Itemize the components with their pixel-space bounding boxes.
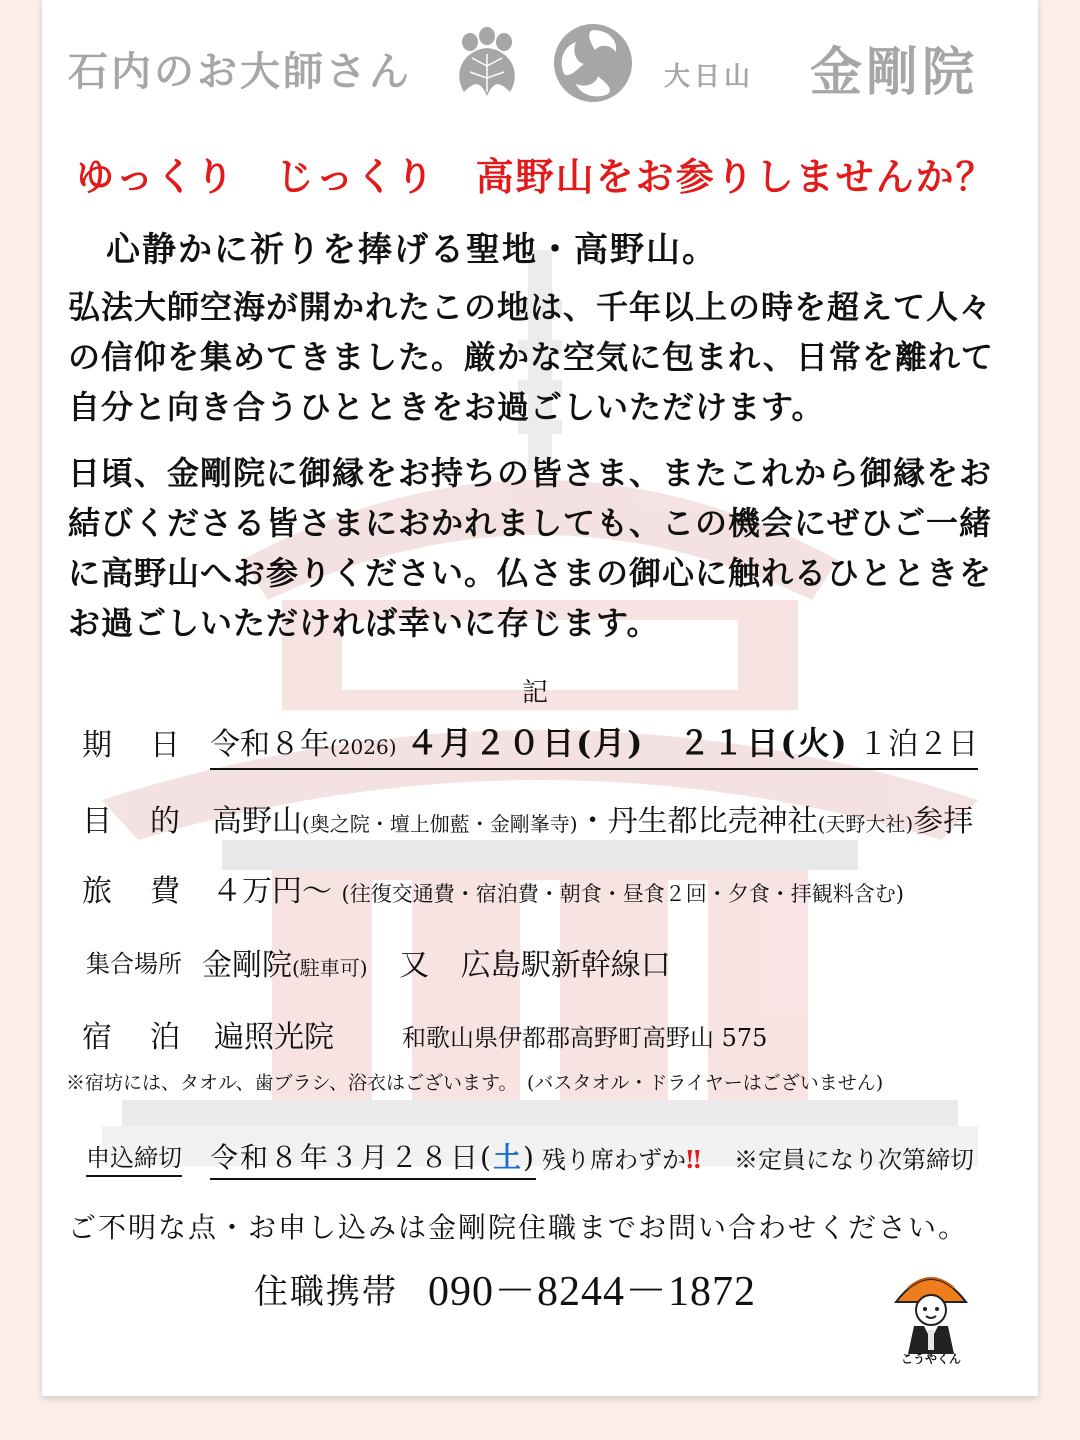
date-year: (2026) [330,735,397,759]
mascot-name: こうやくん [900,1352,961,1366]
temple-brand-text: 石内のお大師さん [68,48,412,95]
invitation-paragraph: 日頃、金剛院に御縁をお持ちの皆さま、またこれから御縁をお結びくださる皆さまにおかれましても、この機会にぜひご一緒に高野山へお参りください。仏さまの御心に触れるひとときをお過ごしいただければ幸いに存じます。 [68,454,993,642]
headline: ゆっくり じっくり 高野山をお参りしませんか？ [76,154,996,199]
meeting-place1: 金剛院 [202,948,292,983]
stay-address: 和歌山県伊都郡高野町高野山 575 [402,1024,768,1052]
purpose-sub2: (天野大社) [817,812,914,836]
meeting-parking: (駐車可) [292,956,368,980]
record-heading: 記 [522,678,549,708]
deadline-date-suffix: ) [522,1141,536,1174]
phone-number[interactable]: 090－8244－1872 [428,1269,757,1315]
flyer-sheet [42,0,1038,1396]
fee-value [212,866,904,910]
stay-name: 遍照光院 [214,1020,334,1055]
fee-label: 旅 費 [82,874,184,909]
date-value [210,718,978,770]
deadline-date [210,1136,536,1180]
purpose-sub1: (奥之院・壇上伽藍・金剛峯寺) [302,812,578,836]
intro-paragraph: 弘法大師空海が開かれたこの地は、千年以上の時を超えて人々の信仰を集めてきました。厳かな空気に包まれ、日常を離れて自分と向き合うひとときをお過ごしいただけます。 [68,288,994,426]
mountain-name: 大日山 [664,62,755,92]
date-era: 令和８年 [210,727,330,762]
fee-amount: ４万円～ [212,874,332,909]
phone-label: 住職携帯 [254,1272,398,1312]
meeting-or: 又 [399,948,430,983]
lodging-note: ※宿坊には、タオル、歯ブラシ、浴衣はございます。 (バスタオル・ドライヤーはございません) [66,1072,884,1094]
inquiry-text: ご不明な点・お申し込みは金剛院住職までお問い合わせください。 [68,1211,969,1244]
deadline-label: 申込締切 [86,1138,182,1177]
closing-note: ※定員になり次第締切 [734,1146,974,1174]
date-days: ４月２０日(月) ２１日(火) [406,724,849,762]
purpose-value [212,796,973,840]
lead-sentence: 心静かに祈りを捧げる聖地・高野山。 [106,230,718,270]
remaining-seats [542,1140,701,1175]
date-label: 期 日 [82,728,184,763]
meeting-value [202,940,671,984]
stay-label: 宿 泊 [82,1020,184,1055]
purpose-main1: 高野山 [212,804,302,839]
date-length: １泊２日 [858,727,979,762]
remaining-text: 残り席わずか [542,1146,686,1174]
purpose-main3: 参拝 [913,804,974,839]
meeting-label: 集合場所 [86,950,182,978]
temple-name: 金剛院 [810,42,979,103]
paulownia-crest-icon [446,22,528,104]
tomoe-crest-icon [552,22,634,104]
purpose-label: 目 的 [82,804,184,839]
deadline-weekday: 土 [492,1141,523,1174]
deadline-date-prefix: 令和８年３月２８日( [210,1141,493,1174]
purpose-main2: ・丹生都比売神社 [577,804,818,839]
exclamation-icon: ‼ [686,1145,702,1174]
fee-includes: (往復交通費・宿泊費・朝食・昼食２回・夕食・拝観料含む) [341,882,904,906]
meeting-place2: 広島駅新幹線口 [460,948,671,983]
